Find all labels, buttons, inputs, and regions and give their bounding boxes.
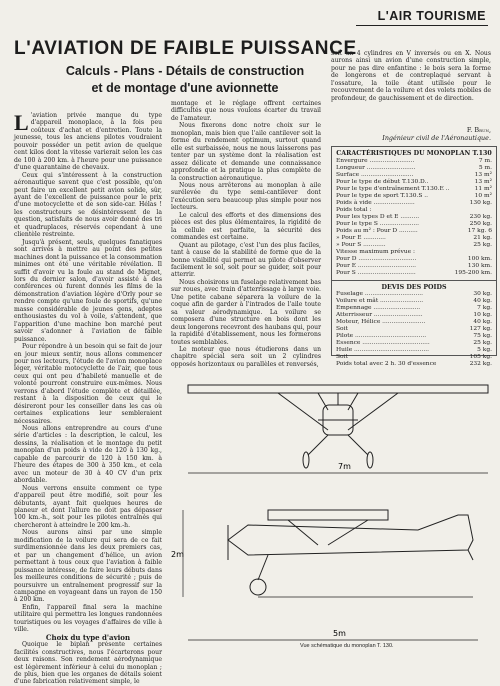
weight-label: Voilure et mât .......................: [336, 298, 424, 304]
gear-leg: [258, 555, 268, 580]
front-view: [188, 385, 488, 468]
spec-row: [336, 186, 492, 193]
spec-value: 230 kg.: [469, 213, 492, 220]
article-subtitle: [50, 63, 320, 97]
paragraph: montage et le réglage offrent certaines difficultés que nous voulons écarter du travail de l'amateur.: [171, 100, 321, 122]
weight-row: [336, 347, 492, 354]
weight-row: [336, 312, 492, 319]
article-title: L'AVIATION DE FAIBLE PUISSANCE: [14, 38, 357, 59]
height-dimension-label: 2m: [171, 550, 184, 559]
spec-row: [336, 228, 492, 235]
weight-label: Huile ........................................: [336, 347, 429, 353]
weight-value: 75 kg.: [473, 333, 492, 339]
specs-box: [331, 146, 497, 367]
author-role: Ingénieur civil de l'Aéronautique.: [382, 134, 491, 142]
paragraph: Nous aurons ainsi par une simple modification de la voilure qui sera de ce fait surdimensionnée dans les deux premiers cas, et par un changement d'hélice, un avion permettant à tous ceux que l'aviation à faible puissance intéresse, de faire leurs débuts dans les meilleures conditions de sécurité ; puis de poursuivre un entraînement progressif sur la campagne en voyageant dans un rayon de 150 à 200 km.: [14, 529, 162, 604]
weight-value: 105 kg.: [469, 354, 492, 360]
spec-value: 21 kg.: [473, 234, 492, 241]
spec-label: Pour les types D et E ..........: [336, 213, 420, 220]
paragraph: Pour répondre à un besoin qui se fait de jour en jour mieux sentir, nous allons commencer pour nos lecteurs, l'étude de l'avion monoplace léger, véritable motocyclette de l'air, que tous ceux qui ont peu d'habileté manuelle et de volonté pourront construire eux-mêmes. Nous verrons d'abord l'étude complète et détaillée, restant à la disposition de ceux qui le désireront pour les conseiller dans les cas où certaines explications leur sembleraient nécessaires.: [14, 343, 162, 425]
side-view: [228, 510, 473, 595]
weight-row: [336, 354, 492, 361]
tail-skid: [468, 550, 473, 560]
spec-label: Pour le type S .....................: [336, 220, 420, 227]
weight-value: 40 kg.: [473, 319, 492, 325]
spec-label: Pour le type de sport T.130.S ..: [336, 192, 429, 199]
header-rule: [356, 25, 488, 26]
signature: [331, 126, 491, 142]
subtitle-line-1: Calculs - Plans - Détails de construction: [65, 64, 305, 78]
spec-label: Pour E ...............................: [336, 262, 416, 269]
specs-divider: [332, 280, 496, 281]
magazine-title: L'AIR TOURISME: [377, 9, 486, 23]
spec-label: Poids au m² : Pour D ..........: [336, 227, 418, 234]
spec-row: [336, 256, 492, 263]
weight-label: Atterrisseur ..........................: [336, 312, 423, 318]
spec-value: 100 km.: [467, 255, 492, 262]
spec-row: [336, 193, 492, 200]
spec-label: Pour D ...............................: [336, 255, 417, 262]
spec-row: [336, 242, 492, 249]
spec-row: [336, 165, 492, 172]
weight-row: [336, 305, 492, 312]
gear-leg: [308, 435, 328, 455]
weight-label: Empennage .........................: [336, 305, 421, 311]
paragraph: Nous fixerons donc notre choix sur le monoplan, mais bien que l'aile cantilever soit la forme du rendement optimum, surtout quand elle est surbaissée, nous ne nous laisserons pas tenter par un système dont la réalisation est assez délicate et demande une connaissance approfondie et la pratique la plus complète de la construction aéronautique.: [171, 122, 321, 182]
aircraft-figure: [168, 365, 496, 647]
spec-row: [336, 158, 492, 165]
weight-label: Soit: [336, 326, 348, 332]
paragraph: Nous allons entreprendre au cours d'une série d'articles : la description, le calcul, les dessins, la réalisation et le montage du petit monoplan d'un poids à vide de 120 à 130 kg., capable de parcourir de 120 à 150 km. à l'heure des étapes de 300 à 350 km., et cela avec un moteur de 30 à 40 CV d'un prix abordable.: [14, 425, 162, 485]
spec-row: [336, 235, 492, 242]
weight-value: 30 kg.: [473, 291, 492, 297]
wheel: [367, 452, 373, 468]
spec-row: [336, 200, 492, 207]
weight-row: [336, 298, 492, 305]
spec-row: [336, 263, 492, 270]
spec-row: [336, 179, 492, 186]
spec-label: Pour le type de début T.130.D..: [336, 178, 429, 185]
strut: [348, 393, 398, 430]
weight-label: Soit: [336, 354, 348, 360]
span-dimension-label: 7m: [338, 462, 351, 471]
spec-label: Pour le type d'entraînement T.130.E ..: [336, 185, 450, 192]
spec-label: » Pour S ............: [336, 241, 386, 248]
paragraph: Nous nous arrêterons au monoplan à aile surélevée du type semi-cantilever dont l'exécution sera beaucoup plus simple pour nos lecteurs.: [171, 181, 321, 212]
spec-value: 195-200 km.: [454, 269, 492, 276]
column-3: [331, 50, 491, 122]
section-heading: Choix du type d'avion: [45, 632, 131, 642]
weight-row: [336, 326, 492, 333]
weight-label: Pilote ......................................: [336, 333, 427, 339]
strut: [288, 520, 318, 545]
wing-side: [268, 510, 388, 520]
spec-label: Longueur ..........................: [336, 164, 416, 171]
spec-label: » Pour E ............: [336, 234, 386, 241]
column-2: [171, 100, 321, 368]
weight-row: [336, 340, 492, 347]
weight-label: Fuselage ...............................: [336, 291, 423, 297]
spec-value: 11 m²: [474, 185, 492, 192]
wheel: [303, 452, 309, 468]
paragraph: Jusqu'à présent, seuls, quelques fanatiques sont arrivés à mettre au point des petites machines dont la puissance et la consommation minimes ont été une véritable révélation. Il suffit d'avoir vu la foule au stand de Mignet, lors du dernier salon, d'avoir assisté à des conférences où furent donnés les films de la démonstration d'aviation légère d'Orly pour se rendre compte qu'une foule de sportifs, qu'une masse considérable de jeunes gens, adeptes enthousiastes du vol à voile, s'attendent, que l'apparition d'une machine bon marché peut savoir s'adonner à l'aviation de faible puissance.: [14, 238, 162, 343]
weight-row: [336, 333, 492, 340]
weight-row: [336, 291, 492, 298]
figure-caption: Vue schématique du monoplan T. 130.: [300, 643, 394, 649]
spec-value: 25 kg.: [473, 241, 492, 248]
spec-row: [336, 214, 492, 221]
weight-label: Moteur, Hélice .......................: [336, 319, 426, 325]
spec-value: 13 m²: [474, 171, 492, 178]
spec-label: Poids total :: [336, 206, 372, 213]
column-1: [14, 110, 162, 686]
spec-value: 7 m.: [478, 157, 492, 164]
fuselage-side: [228, 515, 473, 555]
weight-value: 127 kg.: [469, 326, 492, 332]
spec-label: Pour S ...............................: [336, 269, 416, 276]
paragraph: Nous choisirons un fuselage relativement bas sur roues, avec train d'atterrissage à large voie. Une petite cabane séparera la voilure de la coque afin de garder à l'intrados de l'aile toute sa valeur aérodynamique. La voilure se composera d'une structure en bois dont les deux longerons recevront des haubans qui, pour la rapidité d'établissement, nous les formerons toutes semblables.: [171, 278, 321, 346]
strut: [328, 520, 368, 545]
spec-value: 5 m.: [478, 164, 492, 171]
spec-label: Envergure ........................: [336, 157, 415, 164]
weights-list: [336, 291, 492, 368]
aircraft-drawing: [168, 365, 496, 647]
paragraph: Le calcul des efforts et des dimensions des pièces est des plus élémentaires, la rigidité de la cellule est parfaite, la sécurité des commandes est certaine.: [171, 211, 321, 242]
weight-label: Essence ....................................: [336, 340, 430, 346]
wheel: [250, 579, 266, 595]
paragraph: 'aviation privée manque du type d'appareil monoplace, à la fois peu coûteux d'achat et d'entretien. Toute la jeunesse, tous les anciens pilotes voudraient pouvoir posséder un petit avion de quelque cent kilos dont la vitesse varierait selon les cas de 100 à 200 km. à l'heure pour une puissance d'une quarantaine de chevaux.: [14, 112, 162, 172]
specs-list: [336, 158, 492, 277]
spec-label: Surface ............................: [336, 171, 414, 178]
weight-label: Poids total avec 2 h. 30 d'essence: [336, 361, 437, 367]
drop-cap: L: [14, 110, 29, 135]
weight-value: 25 kg.: [473, 340, 492, 346]
subtitle-line-2: et de montage d'une avionnette: [91, 81, 279, 95]
paragraph: Ceux qui s'intéressent à la construction aéronautique savent que c'est possible, qu'on peut faire un excellent petit avion solide, sûr, ayant de l'excellent de puissance pour le prix d'une motocyclette et de son side-car. Hélas ! les constructeurs se désintéressent de la question, satisfaits de nous avoir donné des tri et quadruplaces, réservés cependant à une clientèle restreinte.: [14, 171, 162, 239]
weight-value: 40 kg.: [473, 298, 492, 304]
spec-row: [336, 221, 492, 228]
length-dimension-label: 5m: [333, 629, 346, 638]
spec-value: 13 m²: [474, 178, 492, 185]
spec-row: [336, 172, 492, 179]
cabane: [318, 393, 328, 410]
wing-front: [188, 385, 488, 393]
cabane: [348, 393, 358, 410]
weights-title: DEVIS DES POIDS: [381, 283, 447, 291]
weight-value: 7 kg.: [477, 305, 492, 311]
gear-leg: [348, 435, 368, 455]
spec-label: Vitesse maximum prévue :: [336, 248, 415, 255]
weight-value: 5 kg.: [477, 347, 492, 353]
paragraph: Enfin, l'appareil final sera la machine utilitaire qui permettra les longues randonnées touristiques ou les voyages d'affaires de ville à ville.: [14, 603, 162, 634]
strut: [278, 393, 328, 430]
spec-value: 130 kg.: [469, 199, 492, 206]
spec-value: 10 m²: [474, 192, 492, 199]
paragraph: Quant au pilotage, c'est l'un des plus faciles, tant à cause de la stabilité de forme que de la bonne visibilité qui permet au pilote d'observer facilement le sol, soit pour se guider, soit pour atterrir.: [171, 241, 321, 279]
weight-value: 10 kg.: [473, 312, 492, 318]
spec-value: 250 kg.: [469, 220, 492, 227]
paragraph: Quoique le biplan présente certaines facilités constructives, nous l'écarterons pour deux raisons. Son rendement aérodynamique est légèrement inférieur à celui du monoplan ; de plus, bien que les organes de détails soient d'une fabrication relativement simple, le: [14, 641, 162, 686]
spec-value: 130 km.: [467, 262, 492, 269]
spec-label: Poids à vide ......................: [336, 199, 415, 206]
paragraph: soit un 4 cylindres en V inversés ou en X. Nous aurons ainsi un avion d'une construction simple, pour ne pas dire enfantine : le bois sera la forme de longerons et de contreplaqué servant à l'ossature, la toile étant utilisée pour le recouvrement de la voilure et des volets mobiles de profondeur, de gauchissement et de direction.: [331, 50, 491, 102]
weight-value: 232 kg.: [469, 361, 492, 367]
paragraph: Nous verrons ensuite comment ce type d'appareil peut être modifié, soit pour les débutants, ayant fait quelques heures de planeur et dont l'allure ne doit pas dépasser 100 km.-h., soit pour les pilotes entraînés qui chercheront à atteindre le 200 km.-h.: [14, 484, 162, 529]
paragraph: Le moteur que nous étudierons dans un chapitre spécial sera soit un 2 cylindres opposés horizontaux ou parallèles et renversés,: [171, 345, 321, 368]
spec-row: [336, 249, 492, 256]
author-name: F. Brun,: [466, 126, 491, 134]
specs-title: CARACTÉRISTIQUES DU MONOPLAN T.130: [336, 150, 492, 157]
spec-row: [336, 207, 492, 214]
spec-value: 17 kg. 6: [467, 227, 492, 234]
weight-row: [336, 319, 492, 326]
spec-row: [336, 270, 492, 277]
